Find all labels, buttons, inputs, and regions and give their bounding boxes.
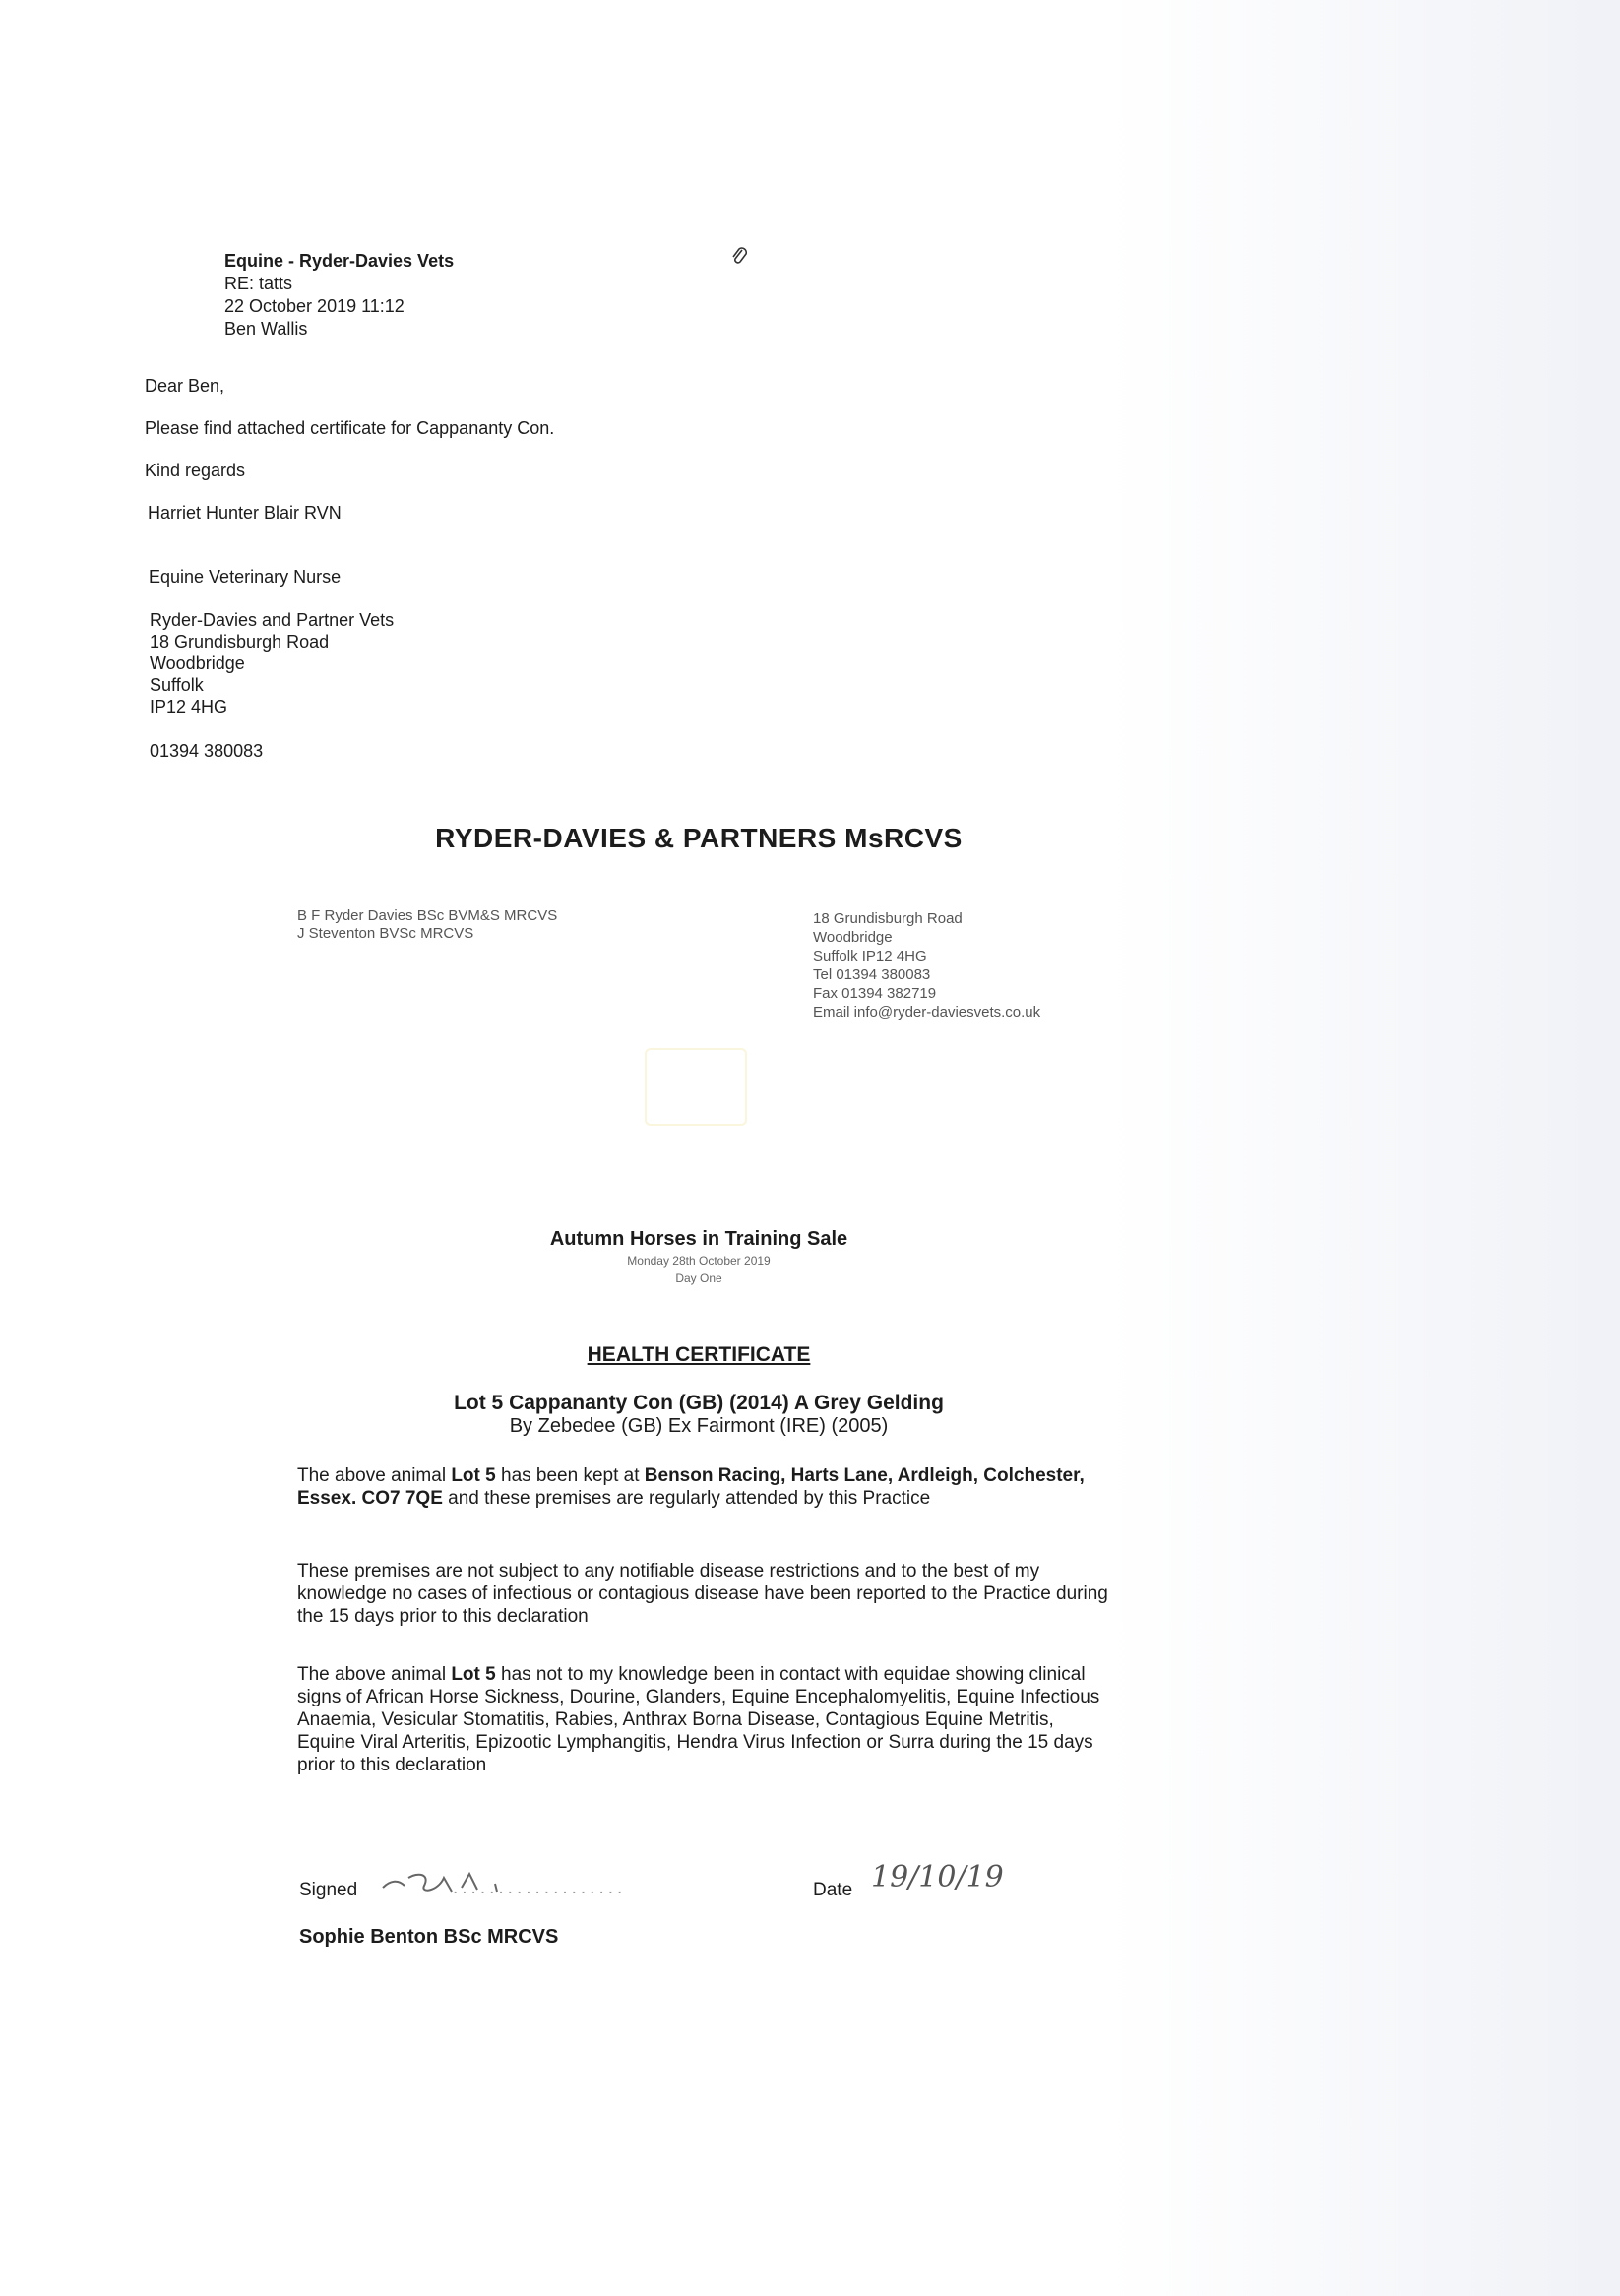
practice-address xyxy=(813,909,1040,1022)
lot-number: Lot 5 xyxy=(451,1664,496,1685)
disease-restriction-paragraph: These premises are not subject to any notifiable disease restrictions and to the best of my knowledge no cases of infectious or contagious disease have been reported to the Practice during the 15 days prior to this declaration xyxy=(297,1561,1108,1627)
premises-paragraph xyxy=(297,1464,1114,1510)
email-from: Equine - Ryder-Davies Vets xyxy=(224,251,455,271)
email-greeting: Dear Ben, xyxy=(145,376,225,396)
para-text: The above animal xyxy=(297,1465,452,1486)
practice-line: IP12 4HG xyxy=(150,697,228,716)
practice-line: Woodbridge xyxy=(150,653,245,673)
practice-line: Ryder-Davies and Partner Vets xyxy=(150,610,395,630)
lot-title: Lot 5 Cappananty Con (GB) (2014) A Grey Gelding xyxy=(454,1392,944,1414)
address-line: Email info@ryder-daviesvets.co.uk xyxy=(813,1004,1041,1021)
sale-title: Autumn Horses in Training Sale xyxy=(549,1228,848,1250)
address-line: Tel 01394 380083 xyxy=(813,966,931,983)
lot-breeding: By Zebedee (GB) Ex Fairmont (IRE) (2005) xyxy=(509,1415,889,1437)
signature-scribble xyxy=(379,1858,556,1903)
vet-entry: J Steventon BVSc MRCVS xyxy=(297,925,474,942)
sale-date: Monday 28th October 2019 xyxy=(627,1254,771,1268)
address-line: Suffolk IP12 4HG xyxy=(813,948,927,964)
sale-day: Day One xyxy=(675,1272,722,1285)
practice-name: RYDER-DAVIES & PARTNERS MsRCVS xyxy=(435,823,963,853)
email-closing: Kind regards xyxy=(145,461,246,480)
address-line: Fax 01394 382719 xyxy=(813,985,937,1002)
faint-stamp-mark xyxy=(645,1048,747,1126)
email-subject: RE: tatts xyxy=(224,274,293,293)
vet-list xyxy=(297,907,557,943)
contact-paragraph xyxy=(297,1663,1114,1776)
lot-number: Lot 5 xyxy=(451,1465,496,1486)
premises-address: Benson Racing, Harts Lane, Ardleigh, Colchester, Essex. CO7 7QE xyxy=(297,1465,1085,1509)
practice-line: Suffolk xyxy=(150,675,204,695)
email-phone: 01394 380083 xyxy=(150,741,264,761)
para-text: has been kept at xyxy=(495,1465,645,1486)
certificate-heading: HEALTH CERTIFICATE xyxy=(587,1343,811,1366)
date-label: Date xyxy=(813,1880,853,1900)
sender-name: Harriet Hunter Blair RVN xyxy=(148,503,342,523)
email-practice-block xyxy=(150,609,394,717)
email-message: Please find attached certificate for Cappananty Con. xyxy=(145,418,555,438)
email-to: Ben Wallis xyxy=(224,319,308,339)
address-line: Woodbridge xyxy=(813,929,893,946)
signatory-name: Sophie Benton BSc MRCVS xyxy=(299,1926,559,1948)
signed-label: Signed xyxy=(299,1880,358,1900)
para-text: has not to my knowledge been in contact with equidae showing clinical signs of African Horse Sickness, Dourine, Glanders, Equine Encephalomyelitis, Equine Infectious Anaemia, Vesicular Stomatitis, Rabies, Anthrax Borna Disease, Contagious Equine Metritis, Equine Viral Arteritis, Epizootic Lymphangitis, Hendra Virus Infection or Surra during the 15 days prior to this declaration xyxy=(297,1664,1100,1775)
address-line: 18 Grundisburgh Road xyxy=(813,910,963,927)
signature-line: ................... xyxy=(453,1878,627,1898)
email-date: 22 October 2019 11:12 xyxy=(224,296,405,316)
paperclip-icon[interactable] xyxy=(728,244,750,270)
scan-shading xyxy=(1108,0,1620,2296)
practice-line: 18 Grundisburgh Road xyxy=(150,632,330,652)
handwritten-date: 19/10/19 xyxy=(871,1860,1004,1894)
vet-entry: B F Ryder Davies BSc BVM&S MRCVS xyxy=(297,907,558,924)
para-text: The above animal xyxy=(297,1664,452,1685)
sender-title: Equine Veterinary Nurse xyxy=(149,567,342,587)
para-text: and these premises are regularly attended by this Practice xyxy=(442,1488,931,1509)
